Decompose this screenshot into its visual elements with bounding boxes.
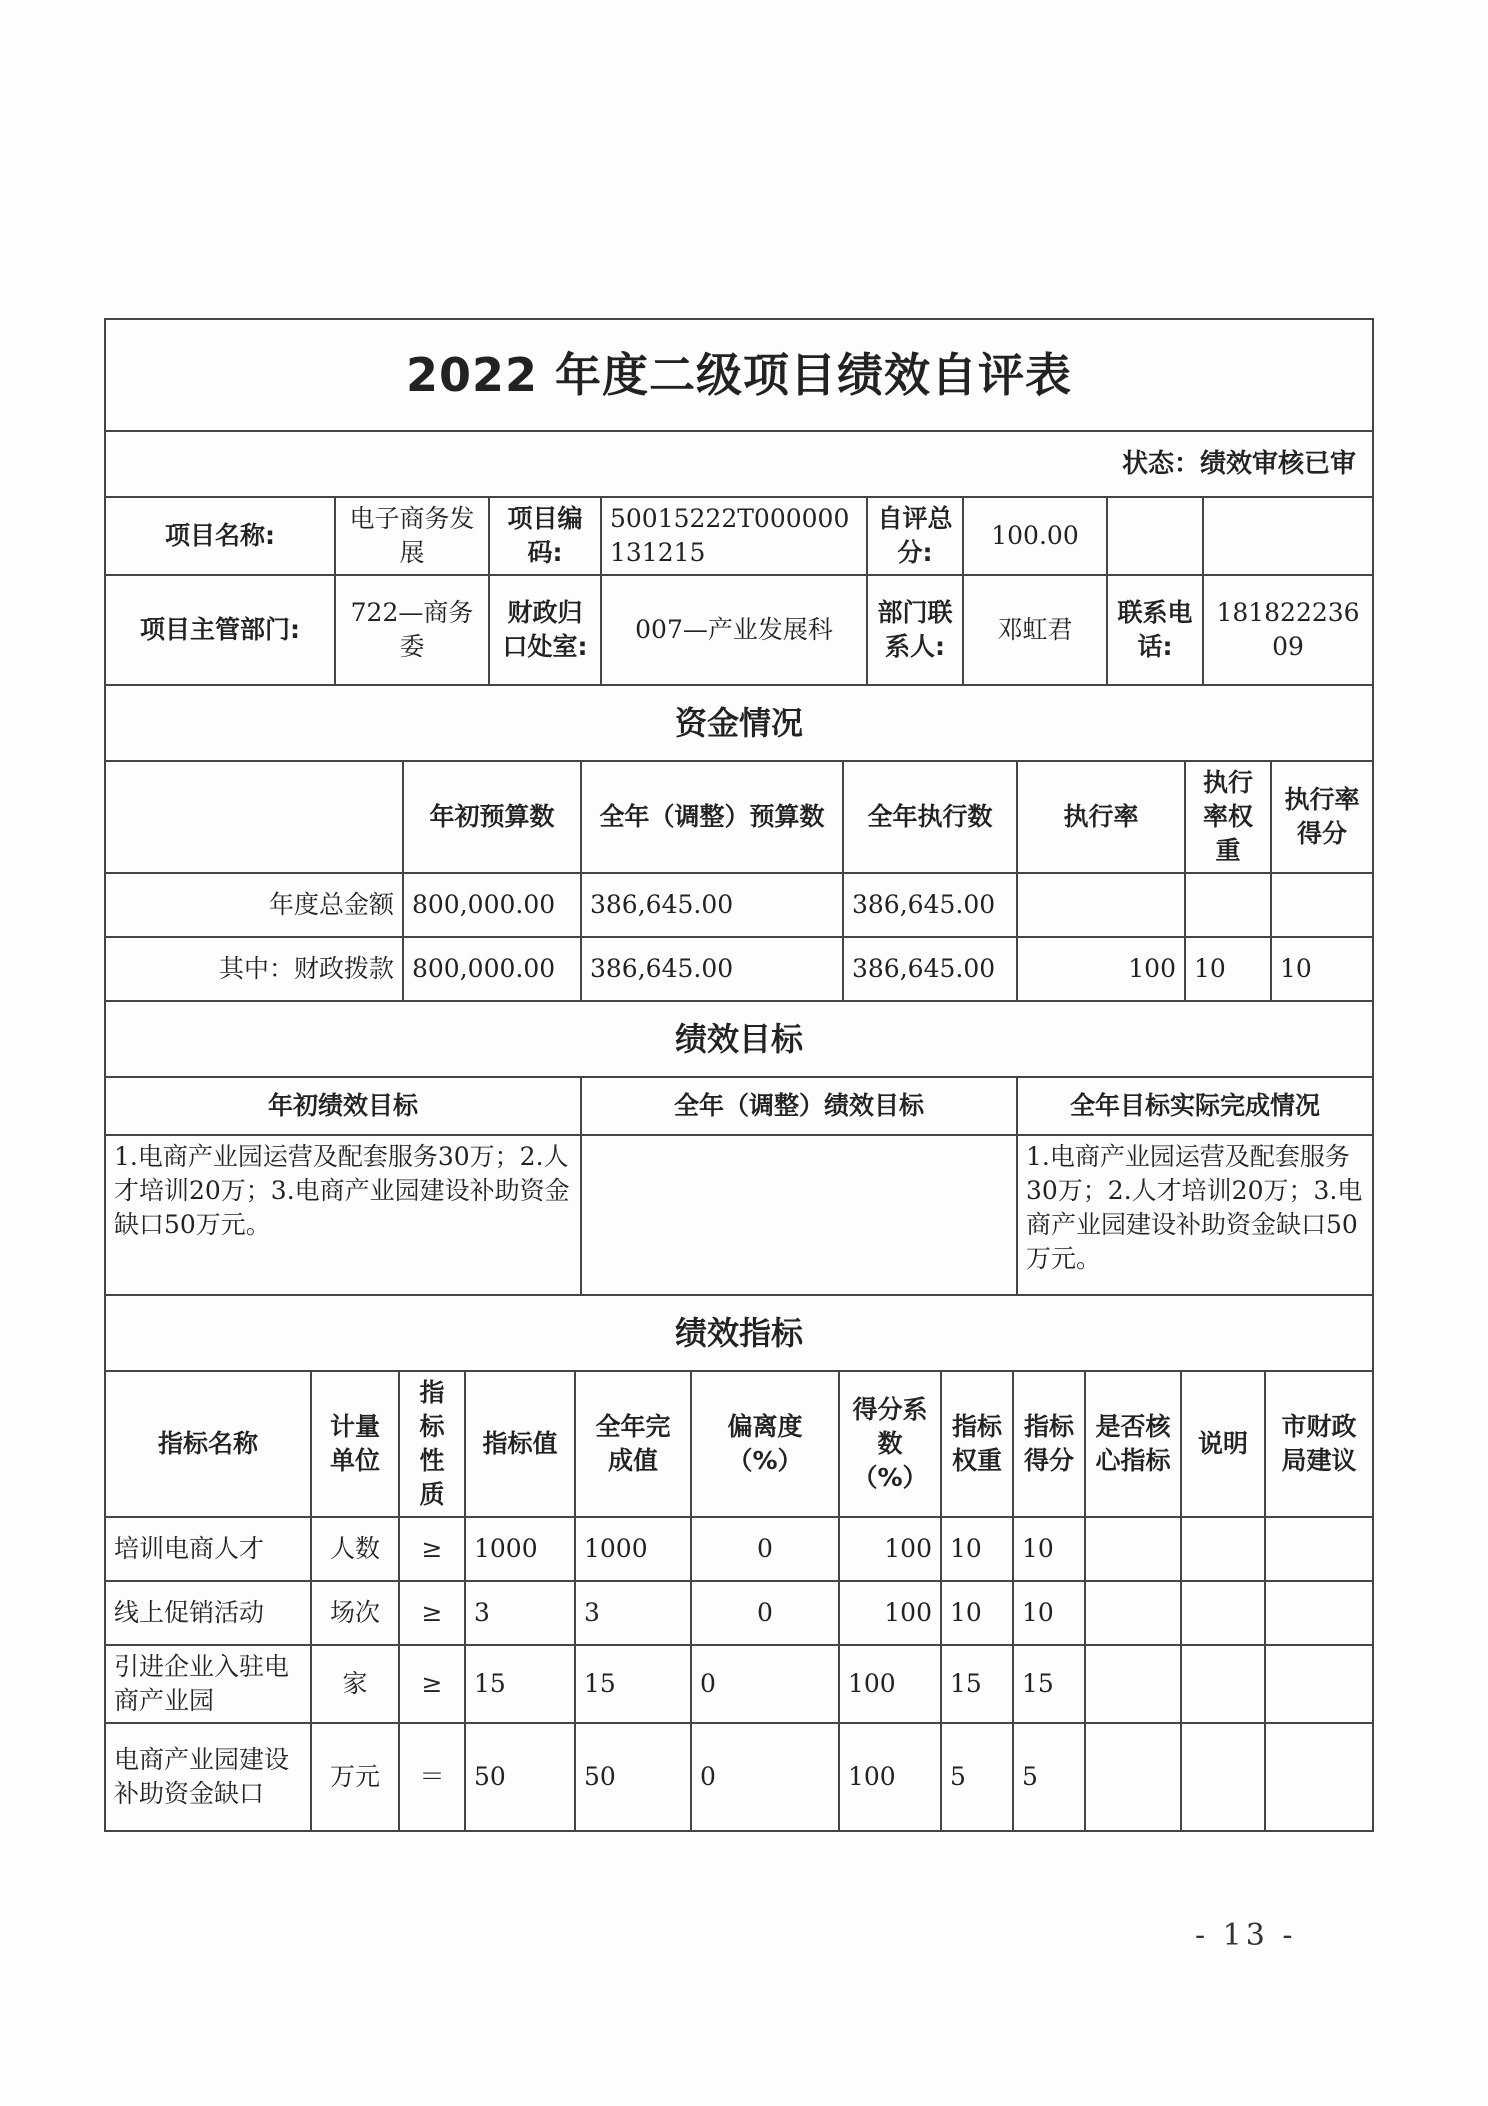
table-row (105, 1645, 1373, 1723)
project-code-value: 50015222T000000131215 (601, 497, 867, 575)
indicator-unit: 万元 (311, 1723, 399, 1831)
indicator-core (1085, 1723, 1181, 1831)
indicator-score: 5 (1013, 1723, 1085, 1831)
indicator-target: 50 (465, 1723, 575, 1831)
indicator-actual: 50 (575, 1723, 691, 1831)
finance-office-value: 007—产业发展科 (601, 575, 867, 685)
project-code-label: 项目编码: (489, 497, 601, 575)
col-adjusted-budget: 全年（调整）预算数 (581, 761, 843, 873)
dept-label: 项目主管部门: (105, 575, 335, 685)
funds-section-title: 资金情况 (105, 685, 1373, 761)
indicator-weight: 10 (941, 1517, 1013, 1581)
indicator-nature: ＝ (399, 1723, 465, 1831)
col-indicator-name: 指标名称 (105, 1371, 311, 1517)
row-label: 其中：财政拨款 (105, 937, 403, 1001)
indicator-note (1181, 1517, 1265, 1581)
indicator-deviation: 0 (691, 1581, 839, 1645)
funds-table (104, 760, 1374, 1078)
indicator-coef: 100 (839, 1645, 941, 1723)
executed: 386,645.00 (843, 937, 1017, 1001)
indicator-coef: 100 (839, 1723, 941, 1831)
dept-value: 722—商务委 (335, 575, 489, 685)
col-deviation: 偏离度（%） (691, 1371, 839, 1517)
table-row (105, 1723, 1373, 1831)
indicator-nature: ≥ (399, 1645, 465, 1723)
rate-score (1271, 873, 1373, 937)
table-row (105, 937, 1373, 1001)
indicator-core (1085, 1645, 1181, 1723)
initial-goal-text: 1.电商产业园运营及配套服务30万；2.人才培训20万；3.电商产业园建设补助资金缺口50万元。 (105, 1135, 581, 1295)
rate-score: 10 (1271, 937, 1373, 1001)
phone-value: 18182223609 (1203, 575, 1373, 685)
goals-section-title: 绩效目标 (105, 1001, 1373, 1077)
status-label: 状态：绩效审核已审 (105, 431, 1373, 497)
col-note: 说明 (1181, 1371, 1265, 1517)
finance-office-label: 财政归口处室: (489, 575, 601, 685)
table-row (105, 1581, 1373, 1645)
indicator-name: 引进企业入驻电商产业园 (105, 1645, 311, 1723)
indicator-name: 线上促销活动 (105, 1581, 311, 1645)
blank-cell (1203, 497, 1373, 575)
col-exec-rate: 执行率 (1017, 761, 1185, 873)
indicator-score: 10 (1013, 1517, 1085, 1581)
contact-label: 部门联系人: (867, 575, 963, 685)
indicator-name: 电商产业园建设补助资金缺口 (105, 1723, 311, 1831)
initial-budget: 800,000.00 (403, 873, 581, 937)
exec-rate: 100 (1017, 937, 1185, 1001)
info-table (104, 318, 1374, 762)
col-core: 是否核心指标 (1085, 1371, 1181, 1517)
blank-cell (1107, 497, 1203, 575)
col-actual-goal: 全年目标实际完成情况 (1017, 1077, 1373, 1135)
indicator-weight: 10 (941, 1581, 1013, 1645)
adjusted-budget: 386,645.00 (581, 873, 843, 937)
indicator-note (1181, 1645, 1265, 1723)
col-advice: 市财政局建议 (1265, 1371, 1373, 1517)
indicator-coef: 100 (839, 1581, 941, 1645)
indicator-target: 15 (465, 1645, 575, 1723)
indicator-deviation: 0 (691, 1517, 839, 1581)
indicator-weight: 5 (941, 1723, 1013, 1831)
indicators-section-title: 绩效指标 (105, 1295, 1373, 1371)
indicator-actual: 1000 (575, 1517, 691, 1581)
indicator-advice (1265, 1645, 1373, 1723)
col-nature: 指标性质 (399, 1371, 465, 1517)
adjusted-budget: 386,645.00 (581, 937, 843, 1001)
indicator-score: 15 (1013, 1645, 1085, 1723)
indicator-target: 3 (465, 1581, 575, 1645)
col-initial-goal: 年初绩效目标 (105, 1077, 581, 1135)
goals-table (104, 1076, 1374, 1372)
exec-rate (1017, 873, 1185, 937)
col-target: 指标值 (465, 1371, 575, 1517)
indicators-table (104, 1370, 1374, 1832)
indicator-advice (1265, 1581, 1373, 1645)
indicator-actual: 3 (575, 1581, 691, 1645)
rate-weight: 10 (1185, 937, 1271, 1001)
indicator-coef: 100 (839, 1517, 941, 1581)
indicator-note (1181, 1581, 1265, 1645)
project-name-value: 电子商务发展 (335, 497, 489, 575)
col-actual: 全年完成值 (575, 1371, 691, 1517)
indicator-advice (1265, 1723, 1373, 1831)
col-executed: 全年执行数 (843, 761, 1017, 873)
indicator-score: 10 (1013, 1581, 1085, 1645)
indicator-unit: 家 (311, 1645, 399, 1723)
col-score: 指标得分 (1013, 1371, 1085, 1517)
initial-budget: 800,000.00 (403, 937, 581, 1001)
indicator-note (1181, 1723, 1265, 1831)
phone-label: 联系电话: (1107, 575, 1203, 685)
col-adjusted-goal: 全年（调整）绩效目标 (581, 1077, 1017, 1135)
row-label: 年度总金额 (105, 873, 403, 937)
indicator-core (1085, 1517, 1181, 1581)
indicator-unit: 人数 (311, 1517, 399, 1581)
indicator-nature: ≥ (399, 1517, 465, 1581)
indicator-nature: ≥ (399, 1581, 465, 1645)
indicator-actual: 15 (575, 1645, 691, 1723)
indicator-unit: 场次 (311, 1581, 399, 1645)
indicator-deviation: 0 (691, 1723, 839, 1831)
col-rate-score: 执行率得分 (1271, 761, 1373, 873)
col-rate-weight: 执行率权重 (1185, 761, 1271, 873)
adjusted-goal-text (581, 1135, 1017, 1295)
blank-cell (105, 761, 403, 873)
col-coef: 得分系数（%） (839, 1371, 941, 1517)
executed: 386,645.00 (843, 873, 1017, 937)
evaluation-form (104, 318, 1372, 1814)
score-value: 100.00 (963, 497, 1107, 575)
table-row (105, 1517, 1373, 1581)
indicator-weight: 15 (941, 1645, 1013, 1723)
col-weight: 指标权重 (941, 1371, 1013, 1517)
page-number: - 13 - (1195, 1918, 1297, 1953)
indicator-deviation: 0 (691, 1645, 839, 1723)
actual-goal-text: 1.电商产业园运营及配套服务30万；2.人才培训20万；3.电商产业园建设补助资金缺口50万元。 (1017, 1135, 1373, 1295)
project-name-label: 项目名称: (105, 497, 335, 575)
col-unit: 计量单位 (311, 1371, 399, 1517)
indicator-target: 1000 (465, 1517, 575, 1581)
score-label: 自评总分: (867, 497, 963, 575)
contact-value: 邓虹君 (963, 575, 1107, 685)
indicator-advice (1265, 1517, 1373, 1581)
indicator-core (1085, 1581, 1181, 1645)
rate-weight (1185, 873, 1271, 937)
indicator-name: 培训电商人才 (105, 1517, 311, 1581)
col-initial-budget: 年初预算数 (403, 761, 581, 873)
table-row (105, 873, 1373, 937)
page-title: 2022 年度二级项目绩效自评表 (105, 319, 1373, 431)
